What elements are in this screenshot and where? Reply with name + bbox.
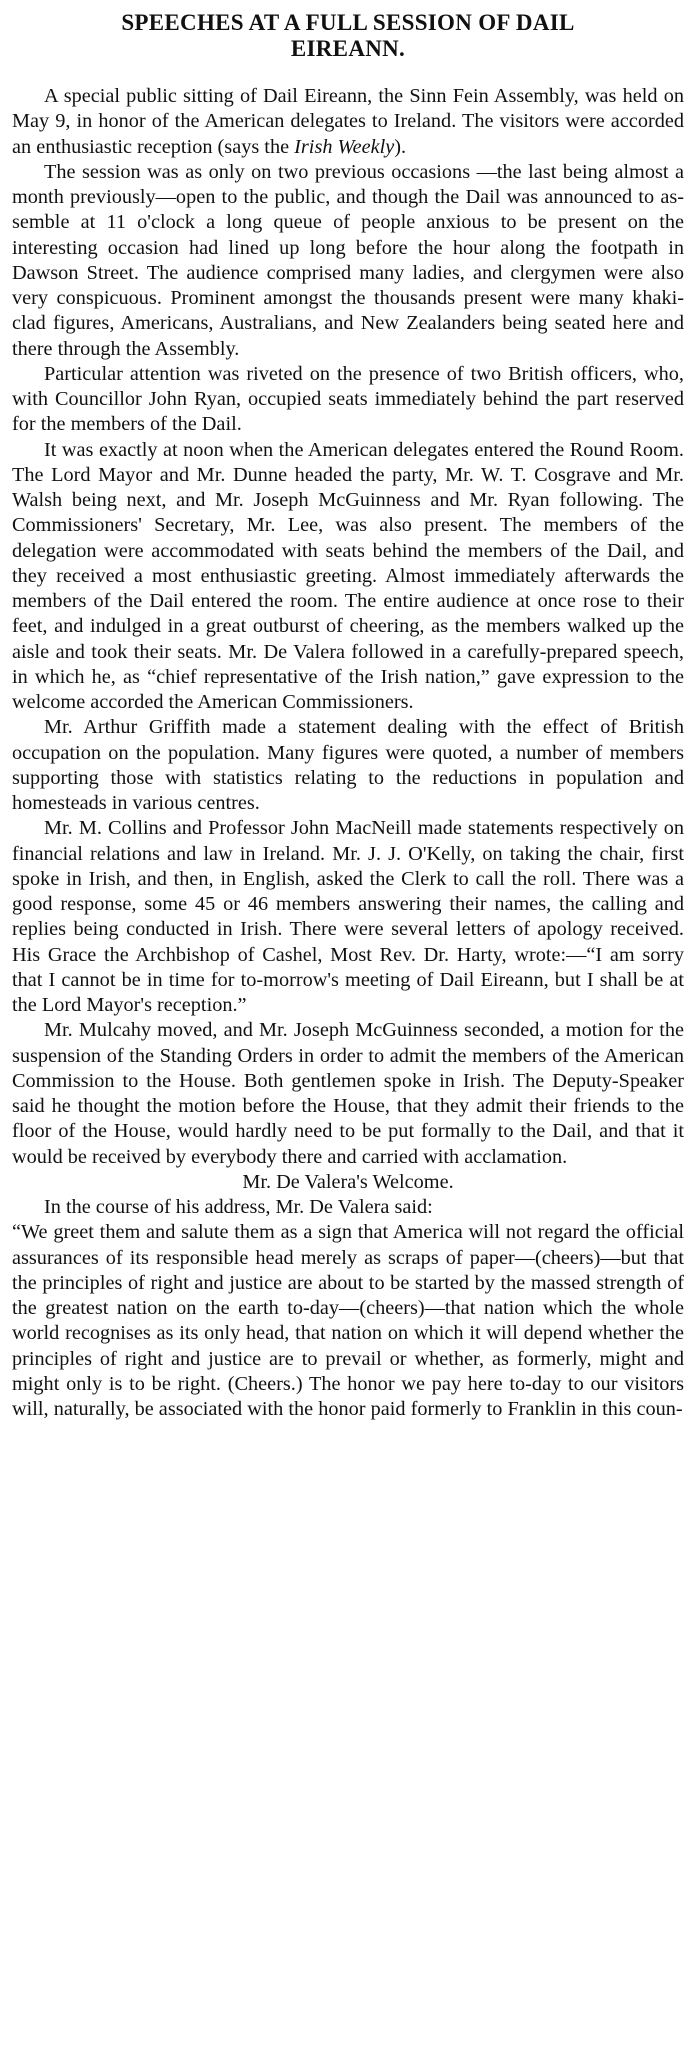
paragraph-7: Mr. Mulcahy moved, and Mr. Joseph McGuinness seconded, a motion for the suspension of the Standing Orders in order to admit the members of the American Commission to the House. Both gentlemen spoke in Irish. The Deputy-Speaker said he thought the motion before the House, that they admit their friends to the floor of the House, would hardly need to be put formally to the Dail, and that it would be received by everybody there and carried with acclamation. (12, 1019, 684, 1168)
paragraph-1 (12, 84, 684, 160)
paragraph-8: In the course of his address, Mr. De Valera said: (44, 1196, 433, 1218)
paragraph-2: The session was as only on two previous occasions —the last being almost a month previously—open to the public, and though the Dail was announced to assemble at 11 o'clock a long queue of people anxious to be present on the interesting occasion had lined up long before the hour along the footpath in Dawson Street. The audience comprised many ladies, and clergymen were also very conspicuous. Prominent amongst the thousands present were many khaki-clad figures, Americans, Australians, and New Zealanders being seated here and there through the Assembly. (12, 160, 684, 360)
headline-line-2: EIREANN. (290, 36, 406, 61)
article-body (12, 84, 684, 1422)
paragraph-1-end: ). (394, 135, 407, 158)
article-headline (0, 0, 696, 62)
paragraph-1-text: A special public sitting of Dail Eireann, the Sinn Fein Assembly, was held on May 9, in honor of the American delegates to Ireland. The visitors were accorded an enthusiastic reception (says the (12, 85, 684, 158)
headline-line-1: SPEECHES AT A FULL SESSION OF DAIL (121, 10, 575, 35)
section-subheading: Mr. De Valera's Welcome. (242, 1170, 454, 1193)
paragraph-5: Mr. Arthur Griffith made a statement dealing with the effect of British occupation on the population. Many figures were quoted, a number of members supporting those with statistics relating to the reductions in population and homesteads in various centres. (12, 716, 684, 814)
paragraph-4: It was exactly at noon when the American delegates entered the Round Room. The Lord Mayor and Mr. Dunne headed the party, Mr. W. T. Cosgrave and Mr. Walsh being next, and Mr. Joseph McGuinness and Mr. Ryan following. The Commissioners' Secretary, Mr. Lee, was also present. The members of the delegation were accommodated with seats behind the members of the Dail, and they received a most enthusiastic greeting. Almost immediately afterwards the members of the Dail entered the room. The entire audience at once rose to their feet, and indulged in a great outburst of cheering, as the members walked up the aisle and took their seats. Mr. De Valera followed in a carefully-prepared speech, in which he, as “chief representative of the Irish nation,” gave expression to the welcome accorded the American Commissioners. (12, 438, 684, 713)
paragraph-9-quote: “We greet them and salute them as a sign that America will not regard the official assurances of its responsible head merely as scraps of paper—(cheers)—but that the principles of right and justice are about to be started by the massed strength of the greatest nation on the earth to-day—(cheers)—that nation which the whole world recognises as its only head, that nation on which it will depend whether the principles of right and justice are to prevail or whether, as formerly, might and might only is to be right. (Cheers.) The honor we pay here to-day to our visitors will, naturally, be associated with the honor paid formerly to Franklin in this coun- (12, 1221, 684, 1420)
paragraph-6: Mr. M. Collins and Professor John MacNeill made statements respectively on financial relations and law in Ireland. Mr. J. J. O'Kelly, on taking the chair, first spoke in Irish, and then, in English, asked the Clerk to call the roll. There was a good response, some 45 or 46 members answering their names, the calling and replies being conducted in Irish. There were several letters of apology received. His Grace the Archbishop of Cashel, Most Rev. Dr. Harty, wrote:—“I am sorry that I cannot be in time for to-morrow's meeting of Dail Eireann, but I shall be at the Lord Mayor's reception.” (12, 817, 684, 1016)
paragraph-3: Particular attention was riveted on the presence of two British officers, who, with Councillor John Ryan, occupied seats immediately behind the part reserved for the members of the Dail. (12, 362, 684, 436)
newspaper-title: Irish Weekly (294, 135, 395, 158)
